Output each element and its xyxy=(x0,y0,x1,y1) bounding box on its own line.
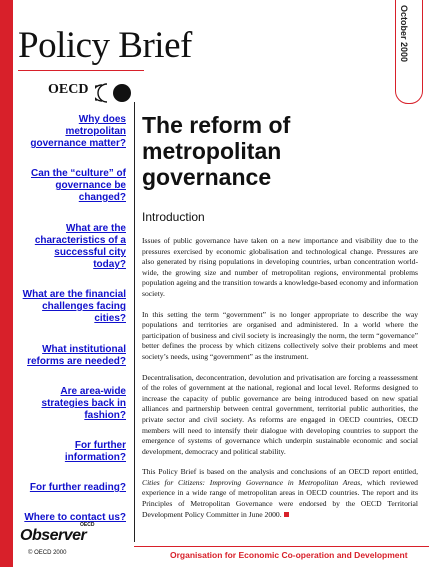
footer-rule xyxy=(134,546,429,547)
copyright: © OECD 2000 xyxy=(28,550,67,556)
nav-item-culture-of-governance[interactable]: Can the “culture” of governance be changed? xyxy=(30,168,126,203)
paragraph-2: In this setting the term “government” is no longer appropriate to describe the way populations and territories are organised and administered. In a world where the participation of business and civil society is increasingly the norm, the term “governance” better defines the process by which citizens collectively solve their problems and meet society’s needs, using “government” as the instrument. xyxy=(142,309,418,361)
section-heading: Introduction xyxy=(142,210,205,224)
oecd-label: OECD xyxy=(48,82,89,97)
nav-item-further-information[interactable]: For further information? xyxy=(64,440,126,463)
nav-item-institutional-reforms[interactable]: What institutional reforms are needed? xyxy=(27,344,126,367)
paragraph-4-text-a: This Policy Brief is based on the analysis and conclusions of an OECD report entitled, xyxy=(142,467,418,477)
red-side-bar xyxy=(0,0,13,567)
vertical-divider xyxy=(134,102,135,542)
oecd-logo-icon xyxy=(95,83,135,103)
main-title: The reform of metropolitan governance xyxy=(142,112,291,190)
observer-logo: Observer xyxy=(20,527,87,544)
observer-oecd-mark: OECD xyxy=(80,522,95,528)
title-underline xyxy=(18,70,144,71)
nav-item-further-reading[interactable]: For further reading? xyxy=(29,482,126,493)
nav-item-why-metropolitan-governance[interactable]: Why does metropolitan governance matter? xyxy=(30,114,126,149)
paragraph-1: Issues of public governance have taken on a new importance and visibility due to the pressures exercised by economic globalisation and technological change. Pressures are also generated by rising populations in developing countries, urban concentration world-wide, the growing size and number of metropolitan regions, environmental problems population ageing and the transition towards a knowledge-based economy and information society. xyxy=(142,236,418,298)
end-mark-icon xyxy=(284,512,289,517)
footer-organisation: Organisation for Economic Co-operation and Development xyxy=(170,550,408,560)
paragraph-4-text-b: , which reviewed experience in a wide range of metropolitan areas in OECD countries. The report and its Principles of Metropolitan Governance were endorsed by the OECD Territorial Development Policy Committer in June 2000. xyxy=(142,477,418,519)
nav-item-financial-challenges[interactable]: What are the financial challenges facing cities? xyxy=(22,289,126,324)
report-title: Cities for Citizens: Improving Governance in Metropolitan Areas xyxy=(142,477,361,487)
paragraph-3: Decentralisation, deconcentration, devolution and privatisation are forcing a reassessment of the roles of government at the national, regional and local level. Reforms designed to increase the capacity of public governance are being introduced based on new spatial alliances and partnership between central government, territorial public authorities, the private sector and civil society. As reforms are engaged in OECD countries, OECD members will need to intensify their dialogue with developing countries to support the emergence of systems of governance which underpin sustainable economic and social development, democracy and political stability. xyxy=(142,372,418,456)
date-text: October 2000 xyxy=(399,5,409,63)
nav-list xyxy=(22,112,126,524)
nav-item-successful-city[interactable]: What are the characteristics of a successful city today? xyxy=(34,223,126,270)
policy-brief-title: Policy Brief xyxy=(18,25,192,66)
paragraph-4 xyxy=(142,467,418,520)
nav-item-area-wide-strategies[interactable]: Are area-wide strategies back in fashion? xyxy=(41,386,126,421)
date-badge xyxy=(395,0,423,104)
body-text xyxy=(142,236,418,530)
nav-item-contact-us[interactable]: Where to contact us? xyxy=(24,512,126,523)
